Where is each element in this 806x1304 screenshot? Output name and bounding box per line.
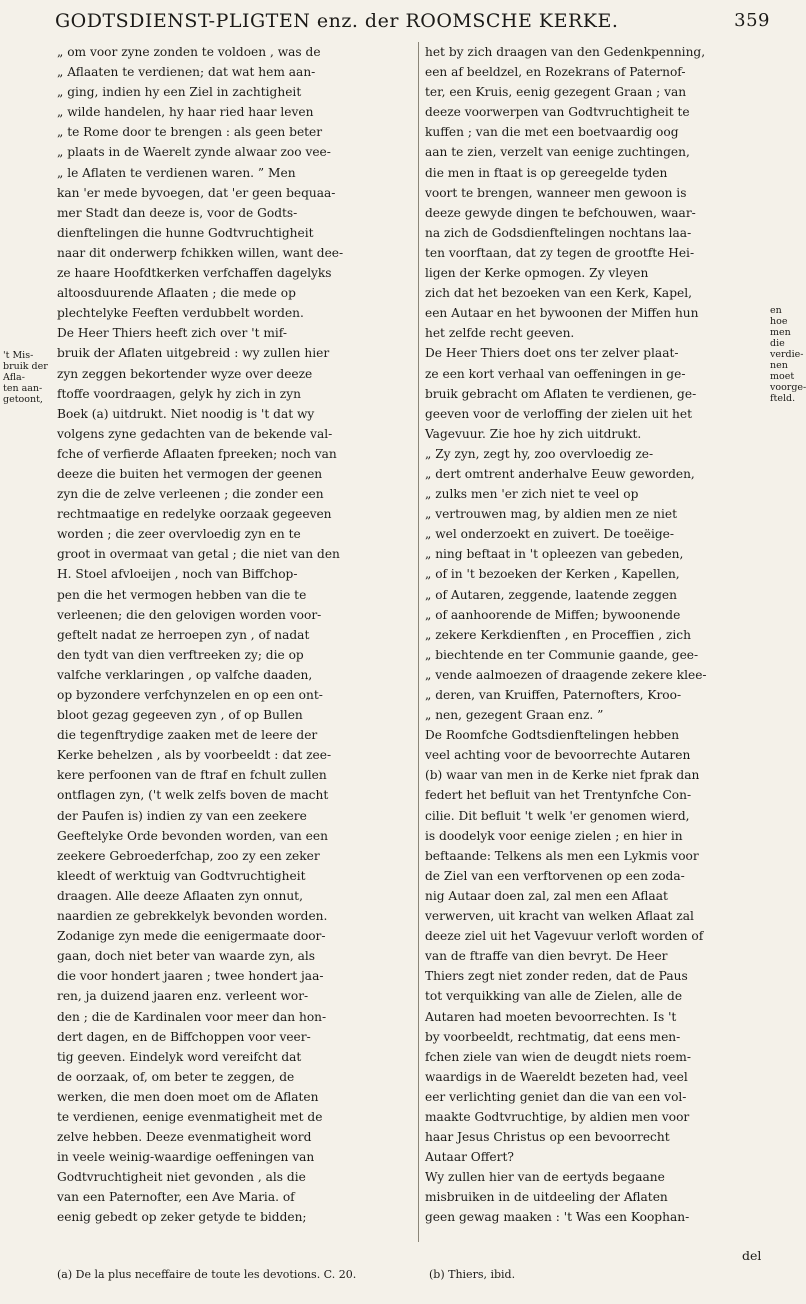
text-line: „ of Autaren, zeggende, laatende zeggen: [425, 587, 677, 602]
text-line: een af beeldzel, en Rozekrans of Paternof-: [425, 65, 686, 80]
text-line: „ zulks men 'er zich niet te veel op: [425, 487, 639, 502]
text-line: de oorzaak, of, om beter te zeggen, de: [57, 1069, 295, 1084]
text-line: rechtmaatige en redelyke oorzaak gegeeven: [57, 507, 332, 522]
text-line: „ wel onderzoekt en zuivert. De toeëige-: [425, 527, 674, 542]
margin-note-line: voorge-: [770, 382, 806, 393]
footnotes: [57, 1268, 777, 1286]
text-line: „ dert omtrent anderhalve Eeuw geworden,: [425, 466, 695, 481]
text-line: den tydt van dien verftreeken zy; die op: [57, 647, 304, 662]
text-line: voort te brengen, wanneer men gewoon is: [425, 185, 687, 200]
text-line: die voor hondert jaaren ; twee hondert jaa-: [57, 969, 324, 984]
text-line: „ plaats in de Waerelt zynde alwaar zoo vee-: [57, 145, 331, 160]
text-line: der Paufen is) indien zy van een zeekere: [57, 808, 307, 823]
text-line: nig Autaar doen zal, zal men een Aflaat: [425, 888, 668, 903]
text-line: het by zich draagen van den Gedenkpenning,: [425, 45, 706, 59]
margin-note-line: moet: [770, 371, 795, 382]
text-line: „ zekere Kerkdienften , en Proceffien , zich: [425, 627, 691, 642]
text-line: worden ; die zeer overvloedig zyn en te: [57, 527, 301, 542]
margin-note-line: verdie-: [770, 349, 804, 360]
margin-note-line: Afla-: [3, 372, 25, 383]
text-line: ontflagen zyn, ('t welk zelfs boven de macht: [57, 788, 329, 803]
text-line: Thiers zegt niet zonder reden, dat de Paus: [425, 969, 688, 984]
text-line: die men in ftaat is op gereegelde tyden: [425, 165, 668, 180]
margin-note-line: nen: [770, 360, 788, 371]
catchword: del: [742, 1248, 762, 1263]
text-line: het zelfde recht geeven.: [425, 326, 575, 341]
text-line: zyn die de zelve verleenen ; die zonder een: [57, 487, 324, 502]
text-line: ter, een Kruis, eenig gezegent Graan ; van: [425, 85, 687, 100]
text-line: „ Zy zyn, zegt hy, zoo overvloedig ze-: [425, 446, 654, 461]
text-line: Vagevuur. Zie hoe hy zich uitdrukt.: [425, 426, 642, 441]
text-line: Autaren had moeten bevoorrechten. Is 't: [425, 1009, 677, 1024]
text-line: veel achting voor de bevoorrechte Autaren: [425, 748, 691, 763]
text-line: dienftelingen die hunne Godtvruchtigheit: [57, 225, 314, 240]
text-line: kan 'er mede byvoegen, dat 'er geen bequaa-: [57, 185, 336, 200]
margin-note-line: fteld.: [770, 393, 796, 404]
text-line: „ vende aalmoezen of draagende zekere klee-: [425, 667, 707, 682]
text-line: eenig gebedt op zeker getyde te bidden;: [57, 1210, 307, 1225]
text-line: „ of aanhoorende de Miffen; bywoonende: [425, 607, 681, 622]
text-line: waardigs in de Waereldt bezeten had, veel: [425, 1069, 688, 1084]
text-line: dert dagen, en de Biffchoppen voor veer-: [57, 1029, 311, 1044]
text-line: op byzondere verfchynzelen en op een ont-: [57, 688, 323, 702]
text-line: die tegenftrydige zaaken met de leere der: [57, 728, 318, 743]
text-line: van een Paternofter, een Ave Maria. of: [57, 1190, 295, 1205]
text-line: valfche verklaringen , op valfche daaden,: [57, 667, 313, 682]
text-line: ren, ja duizend jaaren enz. verleent wor-: [57, 989, 309, 1004]
text-line: „ wilde handelen, hy haar ried haar leven: [57, 105, 314, 120]
text-line: Boek (a) uitdrukt. Niet noodig is 't dat wy: [57, 406, 315, 421]
margin-note-line: men die: [770, 327, 791, 349]
text-line: volgens zyne gedachten van de bekende val-: [57, 426, 333, 441]
text-line: De Heer Thiers doet ons ter zelver plaat-: [425, 346, 679, 361]
text-line: na zich de Godsdienftelingen nochtans laa-: [425, 225, 692, 240]
text-line: federt het befluit van het Trentynfche Con-: [425, 788, 692, 803]
text-line: Godtvruchtigheit niet gevonden , als die: [57, 1170, 306, 1185]
text-line: maakte Godtvruchtige, by aldien men voor: [425, 1109, 690, 1124]
text-line: bruik der Aflaten uitgebreid : wy zullen hier: [57, 346, 330, 361]
running-title: GODTSDIENST-PLIGTEN enz. der ROOMSCHE KERKE.: [55, 10, 619, 32]
right-margin-note: [770, 305, 806, 404]
text-line: de Ziel van een verftorvenen op een zoda-: [425, 868, 685, 883]
left-margin-note: [3, 350, 55, 405]
text-line: De Roomfche Godtsdienftelingen hebben: [425, 728, 680, 743]
text-line: kuffen ; van die met een boetvaardig oog: [425, 125, 679, 140]
text-line: zich dat het bezoeken van een Kerk, Kapel,: [425, 286, 692, 301]
text-line: misbruiken in de uitdeeling der Aflaten: [425, 1190, 668, 1205]
margin-note-line: en hoe: [770, 305, 788, 327]
text-line: zyn zeggen bekortender wyze over deeze: [57, 366, 313, 381]
text-line: fche of verfierde Aflaaten fpreeken; noch van: [57, 446, 337, 461]
text-line: fchen ziele van wien de deugdt niets roem-: [425, 1049, 691, 1064]
left-column: [57, 42, 415, 1228]
text-line: draagen. Alle deeze Aflaaten zyn onnut,: [57, 888, 303, 903]
text-line: bruik gebracht om Aflaten te verdienen, ge-: [425, 386, 697, 401]
text-line: deeze ziel uit het Vagevuur verloft worden of: [425, 929, 704, 944]
margin-note-line: getoont,: [3, 394, 43, 405]
text-line: „ Aflaaten te verdienen; dat wat hem aan-: [57, 65, 316, 80]
text-line: van de ftraffe van dien bevryt. De Heer: [425, 949, 668, 964]
text-line: (b) waar van men in de Kerke niet fprak dan: [425, 768, 700, 783]
text-line: gaan, doch niet beter van waarde zyn, als: [57, 949, 316, 964]
column-divider: [418, 42, 419, 1242]
text-line: den ; die de Kardinalen voor meer dan hon-: [57, 1009, 327, 1024]
text-line: plechtelyke Feeften verdubbelt worden.: [57, 306, 304, 321]
text-line: deeze die buiten het vermogen der geenen: [57, 466, 323, 481]
text-line: „ biechtende en ter Communie gaande, gee-: [425, 647, 699, 662]
text-line: zeekere Gebroederfchap, zoo zy een zeker: [57, 848, 320, 863]
text-line: ze haare Hoofdtkerken verfchaffen dagelyks: [57, 266, 332, 281]
text-line: is doodelyk voor eenige zielen ; en hier in: [425, 828, 683, 843]
text-line: Kerke behelzen , als by voorbeeldt : dat zee-: [57, 748, 332, 763]
text-line: H. Stoel afvloeijen , noch van Biffchop-: [57, 567, 298, 582]
text-line: aan te zien, verzelt van eenige zuchtingen,: [425, 145, 690, 160]
text-line: beftaande: Telkens als men een Lykmis voor: [425, 848, 699, 863]
text-line: geftelt nadat ze herroepen zyn , of nadat: [57, 627, 310, 642]
right-column: [425, 42, 779, 1228]
text-line: bloot gezag gegeeven zyn , of op Bullen: [57, 708, 303, 723]
text-line: in veele weinig-waardige oeffeningen van: [57, 1150, 315, 1165]
text-line: verleenen; die den gelovigen worden voor-: [57, 607, 322, 622]
text-line: altoosduurende Aflaaten ; die mede op: [57, 286, 296, 301]
text-line: ftoffe voordraagen, gelyk hy zich in zyn: [57, 386, 301, 401]
text-line: „ nen, gezegent Graan enz. ”: [425, 708, 604, 723]
text-line: Autaar Offert?: [425, 1150, 514, 1165]
margin-note-line: 't Mis-: [3, 350, 34, 361]
margin-note-line: ten aan-: [3, 383, 43, 394]
text-line: tot verquikking van alle de Zielen, alle de: [425, 989, 683, 1004]
text-line: eer verlichting geniet dan die van een vol-: [425, 1089, 687, 1104]
text-line: verwerven, uit kracht van welken Aflaat zal: [425, 909, 694, 924]
text-line: werken, die men doen moet om de Aflaten: [57, 1089, 319, 1104]
text-line: te verdienen, eenige evenmatigheit met de: [57, 1109, 323, 1124]
text-line: mer Stadt dan deeze is, voor de Godts-: [57, 205, 298, 220]
text-line: „ of in 't bezoeken der Kerken , Kapellen,: [425, 567, 680, 582]
text-line: pen die het vermogen hebben van die te: [57, 587, 307, 602]
text-line: „ deren, van Kruiffen, Paternofters, Kroo-: [425, 688, 682, 702]
text-line: „ vertrouwen mag, by aldien men ze niet: [425, 507, 677, 522]
text-line: cilie. Dit befluit 't welk 'er genomen wierd,: [425, 808, 690, 823]
text-line: ze een kort verhaal van oeffeningen in ge-: [425, 366, 686, 381]
text-line: kere perfoonen van de ftraf en fchult zullen: [57, 768, 327, 783]
text-line: „ te Rome door te brengen : als geen beter: [57, 125, 323, 140]
text-line: zelve hebben. Deeze evenmatigheit word: [57, 1130, 312, 1145]
text-line: by voorbeeldt, rechtmatig, dat eens men-: [425, 1029, 681, 1044]
footnote-a: (a) De la plus neceffaire de toute les devotions. C. 20.: [57, 1268, 357, 1281]
text-line: deeze voorwerpen van Godtvruchtigheit te: [425, 105, 690, 120]
text-line: deeze gewyde dingen te befchouwen, waar-: [425, 205, 696, 220]
margin-note-line: bruik der: [3, 361, 48, 372]
text-line: tig geeven. Eindelyk word vereifcht dat: [57, 1049, 302, 1064]
text-line: een Autaar en het bywoonen der Miffen hun: [425, 306, 699, 321]
text-line: naar dit onderwerp fchikken willen, want dee-: [57, 245, 344, 260]
text-line: De Heer Thiers heeft zich over 't mif-: [57, 326, 287, 341]
footnote-b: (b) Thiers, ibid.: [429, 1268, 516, 1281]
text-line: „ ning beftaat in 't opleezen van gebeden,: [425, 547, 684, 562]
text-line: Zodanige zyn mede die eenigermaate door-: [57, 929, 326, 944]
text-line: geeven voor de verloffing der zielen uit het: [425, 406, 692, 421]
text-line: kleedt of werktuig van Godtvruchtigheit: [57, 868, 306, 883]
running-header: [55, 10, 770, 36]
text-line: geen gewag maaken : 't Was een Koophan-: [425, 1210, 690, 1225]
text-line: ligen der Kerke opmogen. Zy vleyen: [425, 266, 649, 281]
text-line: haar Jesus Christus op een bevoorrecht: [425, 1130, 670, 1145]
page-number: 359: [734, 10, 770, 31]
text-line: ten voorftaan, dat zy tegen de grootfte Hei-: [425, 245, 695, 260]
text-line: groot in overmaat van getal ; die niet van den: [57, 547, 340, 562]
text-line: „ ging, indien hy een Ziel in zachtigheit: [57, 85, 302, 100]
text-line: „ le Aflaten te verdienen waren. ” Men: [57, 165, 296, 180]
text-line: Wy zullen hier van de eertyds begaane: [425, 1170, 665, 1185]
text-line: naardien ze gebrekkelyk bevonden worden.: [57, 909, 328, 924]
text-line: Geeftelyke Orde bevonden worden, van een: [57, 828, 328, 843]
text-line: „ om voor zyne zonden te voldoen , was de: [57, 45, 321, 59]
